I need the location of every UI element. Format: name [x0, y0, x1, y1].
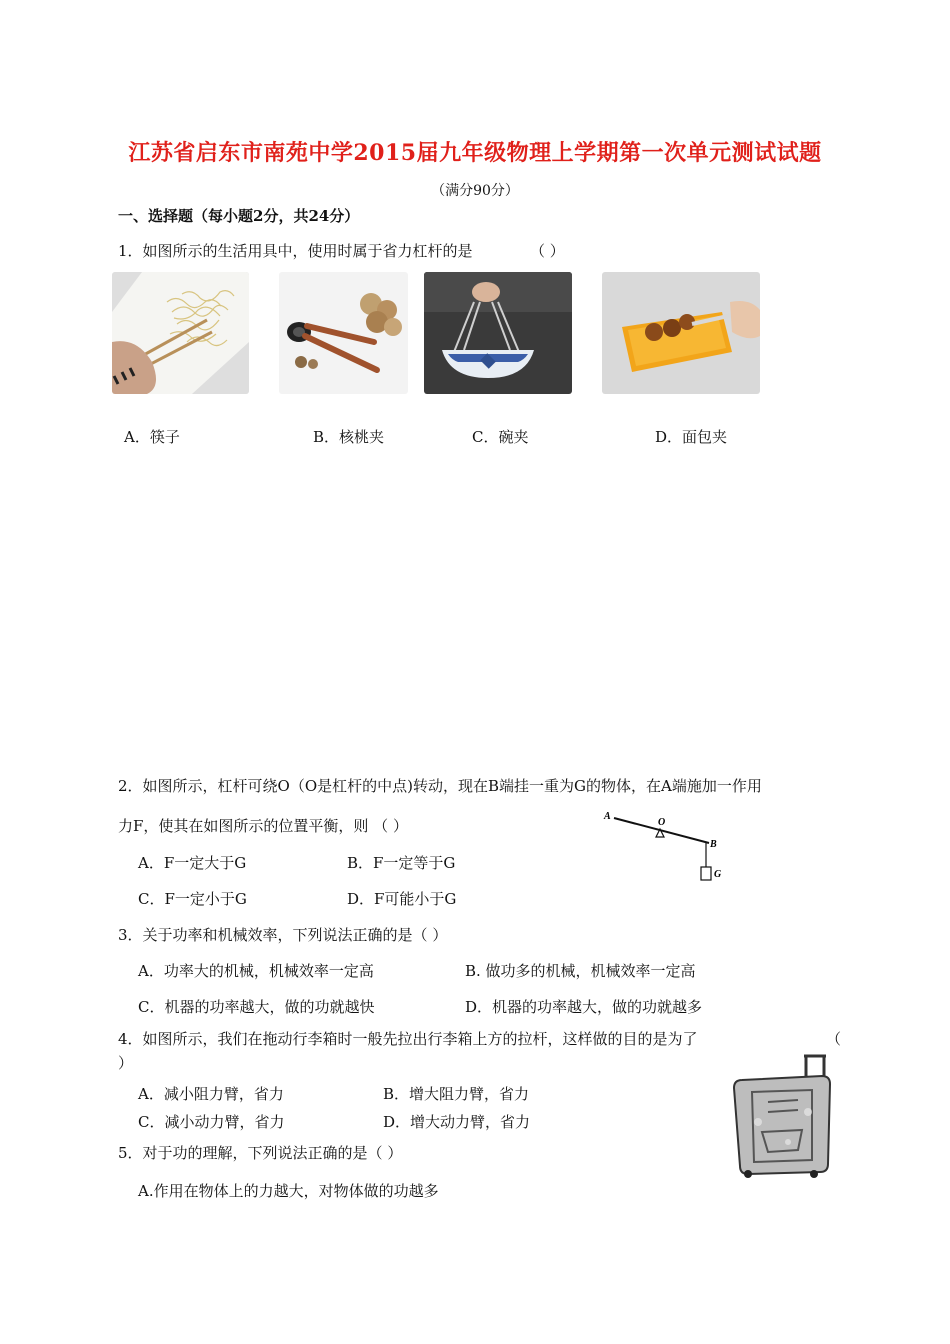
- q4-option-a: A．减小阻力臂，省力: [138, 1085, 284, 1103]
- q4-paren-open: （: [826, 1030, 842, 1048]
- chopsticks-photo: [112, 272, 249, 394]
- q1-option-d: D．面包夹: [655, 428, 728, 446]
- q1-option-b: B．核桃夹: [313, 428, 385, 446]
- q2-stem-line1: 2．如图所示，杠杆可绕O（O是杠杆的中点)转动，现在B端挂一重为G的物体，在A端施加一作用: [118, 777, 762, 795]
- score-note: （满分90分）: [431, 183, 519, 199]
- label-a: A: [604, 811, 611, 822]
- q2-option-a: A．F一定大于G: [138, 854, 247, 872]
- q1-stem: 1．如图所示的生活用具中，使用时属于省力杠杆的是: [118, 242, 473, 260]
- q2-option-c: C．F一定小于G: [138, 890, 247, 908]
- q4-paren-close: ）: [118, 1054, 134, 1072]
- q2-option-b: B．F一定等于G: [347, 854, 456, 872]
- section-heading: 一、选择题（每小题2分，共24分）: [118, 207, 360, 225]
- bread-tongs-photo: [602, 272, 760, 394]
- q2-option-d: D．F可能小于G: [347, 890, 457, 908]
- q3-option-b: B. 做功多的机械，机械效率一定高: [465, 962, 696, 980]
- q5-option-a: A.作用在物体上的力越大，对物体做的功越多: [138, 1182, 439, 1200]
- suitcase-image: [728, 1052, 836, 1182]
- label-g: G: [714, 869, 722, 880]
- lever-diagram: [598, 805, 728, 887]
- label-b: B: [710, 839, 717, 850]
- q3-option-a: A．功率大的机械，机械效率一定高: [138, 962, 374, 980]
- q5-stem: 5．对于功的理解，下列说法正确的是（ ）: [118, 1144, 403, 1162]
- q4-option-b: B．增大阻力臂，省力: [383, 1085, 530, 1103]
- q4-option-c: C．减小动力臂，省力: [138, 1113, 285, 1131]
- q1-option-c: C．碗夹: [472, 428, 529, 446]
- q1-answer-blank: （ ）: [530, 242, 565, 260]
- q4-stem: 4．如图所示，我们在拖动行李箱时一般先拉出行李箱上方的拉杆，这样做的目的是为了: [118, 1030, 698, 1048]
- label-o: O: [658, 817, 666, 828]
- page-title: 江苏省启东市南苑中学2015届九年级物理上学期第一次单元测试试题: [128, 140, 822, 166]
- q3-option-d: D．机器的功率越大，做的功就越多: [465, 998, 703, 1016]
- q3-stem: 3．关于功率和机械效率，下列说法正确的是（ ）: [118, 926, 448, 944]
- q1-option-a: A．筷子: [124, 428, 180, 446]
- weight-block: [701, 867, 711, 880]
- nutcracker-photo: [279, 272, 408, 394]
- q2-stem-line2: 力F，使其在如图所示的位置平衡，则 （ ）: [118, 817, 408, 835]
- q3-option-c: C．机器的功率越大，做的功就越快: [138, 998, 375, 1016]
- q4-option-d: D．增大动力臂，省力: [383, 1113, 531, 1131]
- bowl-clamp-photo: [424, 272, 572, 394]
